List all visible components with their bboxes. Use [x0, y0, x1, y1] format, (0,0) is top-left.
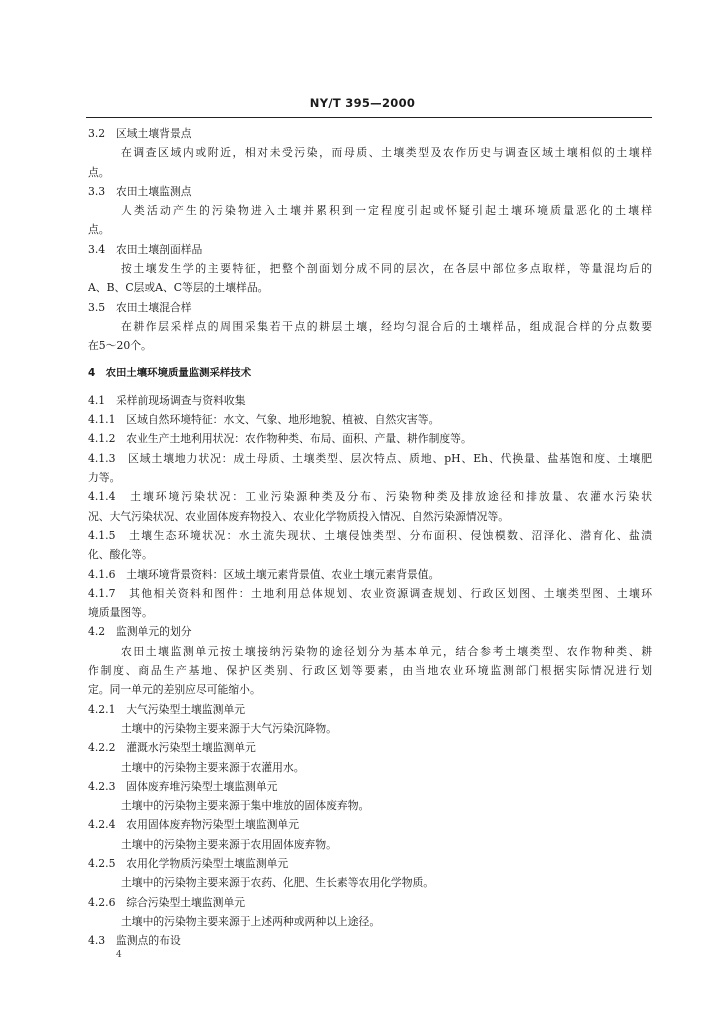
clause-line: 力等。	[88, 471, 121, 485]
section-heading: 3.4 农田土壤剖面样品	[88, 242, 203, 256]
spacer	[88, 383, 652, 391]
paragraph-line: 点。	[88, 165, 110, 179]
clause-line: 况、大气污染状况、农业固体废弃物投入、农业化学物质投入情况、自然污染源情况等。	[88, 509, 510, 523]
chapter-heading: 4 农田土壤环境质量监测采样技术	[88, 366, 252, 379]
clause-line: 4.1.1 区域自然环境特征：水文、气象、地形地貌、植被、自然灾害等。	[88, 413, 440, 427]
document-body	[88, 124, 652, 950]
paragraph-line: 在5～20个。	[88, 339, 152, 353]
section-heading: 3.2 区域土壤背景点	[88, 127, 192, 140]
paragraph-line: 按土壤发生学的主要特征，把整个剖面划分成不同的层次，在各层中部位多点取样，等量混均后的	[121, 262, 652, 276]
clause-line: 4.1.5 土壤生态环境状况：水土流失现状、土壤侵蚀类型、分布面积、侵蚀模数、沼泽化、潜育化、盐渍	[88, 528, 652, 542]
clause-line: 化、酸化等。	[88, 548, 153, 562]
section-heading: 4.3 监测点的布设	[88, 934, 181, 948]
section-heading: 3.3 农田土壤监测点	[88, 184, 192, 198]
paragraph-line: 土壤中的污染物主要来源于大气污染沉降物。	[121, 721, 337, 735]
paragraph-line: 点。	[88, 223, 110, 237]
subsection-heading: 4.2.4 农用固体废弃物污染型土壤监测单元	[88, 818, 300, 832]
section-heading: 3.5 农田土壤混合样	[88, 300, 192, 314]
section-heading: 4.1 采样前现场调查与资料收集	[88, 393, 246, 407]
clause-line: 4.1.6 土壤环境背景资料：区域土壤元素背景值、农业土壤元素背景值。	[88, 567, 440, 581]
paragraph-line: 作制度、商品生产基地、保护区类别、行政区划等要素，由当地农业环境监测部门根据实际情况进行划	[88, 664, 652, 678]
page-number: 4	[116, 950, 122, 960]
paragraph-line: 在调查区域内或附近，相对未受污染，而母质、土壤类型及农作历史与调查区域土壤相似的土壤样	[121, 146, 652, 160]
clause-line: 4.1.7 其他相关资料和图件：土地利用总体规划、农业资源调查规划、行政区划图、土壤类型图、土壤环	[88, 586, 652, 600]
paragraph-line: 在耕作层采样点的周围采集若干点的耕层土壤，经均匀混合后的土壤样品，组成混合样的分点数要	[121, 319, 652, 333]
paragraph-line: 土壤中的污染物主要来源于农用固体废弃物。	[121, 837, 337, 851]
paragraph-line: 土壤中的污染物主要来源于上述两种或两种以上途径。	[121, 914, 381, 928]
paragraph-line: 人类活动产生的污染物进入土壤并累积到一定程度引起或怀疑引起土壤环境质量恶化的土壤样	[121, 204, 652, 218]
paragraph-line: 土壤中的污染物主要来源于集中堆放的固体废弃物。	[121, 799, 370, 813]
subsection-heading: 4.2.5 农用化学物质污染型土壤监测单元	[88, 856, 289, 870]
header-rule	[86, 117, 652, 118]
section-heading: 4.2 监测单元的划分	[88, 625, 192, 639]
spacer	[88, 356, 652, 364]
clause-line: 境质量图等。	[88, 606, 153, 620]
clause-line: 4.1.2 农业生产土地利用状况：农作物种类、布局、面积、产量、耕作制度等。	[88, 432, 472, 446]
paragraph-line: 农田土壤监测单元按土壤接纳污染物的途径划分为基本单元，结合参考土壤类型、农作物种类、耕	[121, 644, 652, 658]
clause-line: 4.1.3 区域土壤地力状况：成土母质、土壤类型、层次特点、质地、pH、Eh、代换量、盐基饱和度、土壤肥	[88, 451, 652, 465]
paragraph-line: 土壤中的污染物主要来源于农灌用水。	[121, 760, 305, 774]
paragraph-line: 土壤中的污染物主要来源于农药、化肥、生长素等农用化学物质。	[121, 876, 435, 890]
subsection-heading: 4.2.3 固体废弃堆污染型土壤监测单元	[88, 779, 278, 793]
paragraph-line: 定。同一单元的差别应尽可能缩小。	[88, 683, 261, 697]
subsection-heading: 4.2.1 大气污染型土壤监测单元	[88, 702, 246, 716]
paragraph-line: A、B、C层或A、C等层的土壤样品。	[88, 281, 269, 295]
subsection-heading: 4.2.6 综合污染型土壤监测单元	[88, 895, 246, 909]
subsection-heading: 4.2.2 灌溉水污染型土壤监测单元	[88, 741, 256, 755]
clause-line: 4.1.4 土壤环境污染状况：工业污染源种类及分布、污染物种类及排放途径和排放量、农灌水污染状	[88, 490, 652, 504]
standard-code-header: NY/T 395—2000	[309, 96, 416, 110]
